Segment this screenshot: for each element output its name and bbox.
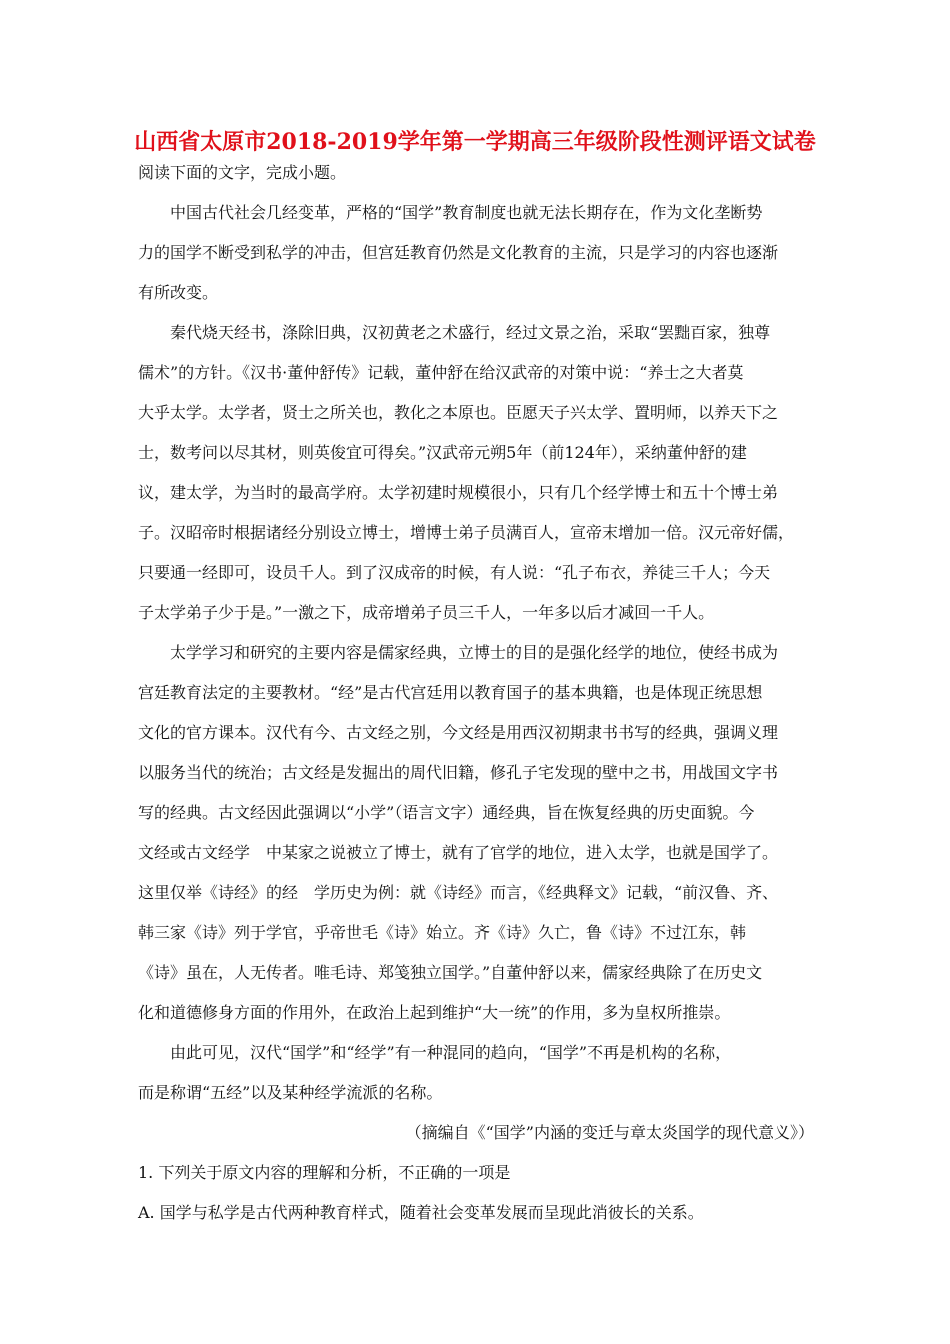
passage-line: 中国古代社会几经变革，严格的“国学”教育制度也就无法长期存在，作为文化垄断势: [138, 203, 763, 222]
passage-line: 宫廷教育法定的主要教材。“经”是古代宫廷用以教育国子的基本典籍，也是体现正统思想: [138, 683, 763, 702]
document-title: 山西省太原市2018-2019学年第一学期高三年级阶段性测评语文试卷: [134, 129, 816, 155]
option-a: A. 国学与私学是古代两种教育样式，随着社会变革发展而呈现此消彼长的关系。: [138, 1203, 704, 1222]
passage-line: 文化的官方课本。汉代有今、古文经之别，今文经是用西汉初期隶书书写的经典，强调义理: [138, 723, 779, 742]
passage-line: 文经或古文经学 中某家之说被立了博士，就有了官学的地位，进入太学，也就是国学了。: [138, 843, 779, 862]
passage-line: 士，数考问以尽其材，则英俊宜可得矣。”汉武帝元朔5年（前124年），采纳董仲舒的建: [138, 443, 747, 462]
passage-line: 儒术”的方针。《汉书·董仲舒传》记载，董仲舒在给汉武帝的对策中说：“养士之大者莫: [138, 363, 744, 382]
reading-passage: [138, 153, 814, 1233]
question-1: 1. 下列关于原文内容的理解和分析，不正确的一项是: [138, 1163, 511, 1182]
passage-line: 而是称谓“五经”以及某种经学流派的名称。: [138, 1083, 443, 1102]
passage-line: 写的经典。古文经因此强调以“小学”（语言文字）通经典，旨在恢复经典的历史面貌。今: [138, 803, 755, 822]
passage-line: 以服务当代的统治；古文经是发掘出的周代旧籍，修孔子宅发现的壁中之书，用战国文字书: [138, 763, 779, 782]
passage-line: 只要通一经即可，设员千人。到了汉成帝的时候，有人说：“孔子布衣，养徒三千人；今天: [138, 563, 771, 582]
passage-line: 大乎太学。太学者，贤士之所关也，教化之本原也。臣愿天子兴太学、置明师，以养天下之: [138, 403, 779, 422]
passage-line: 议，建太学，为当时的最高学府。太学初建时规模很小，只有几个经学博士和五十个博士弟: [138, 483, 779, 502]
passage-line: 子。汉昭帝时根据诸经分别设立博士，增博士弟子员满百人，宣帝末增加一倍。汉元帝好儒，: [138, 523, 795, 542]
passage-line: 化和道德修身方面的作用外，在政治上起到维护“大一统”的作用，多为皇权所推崇。: [138, 1003, 731, 1022]
passage-line: 这里仅举《诗经》的经 学历史为例：就《诗经》而言，《经典释文》记载，“前汉鲁、齐、: [138, 883, 779, 902]
intro-instruction: 阅读下面的文字，完成小题。: [138, 163, 347, 182]
passage-line: 力的国学不断受到私学的冲击，但宫廷教育仍然是文化教育的主流，只是学习的内容也逐渐: [138, 243, 779, 262]
passage-line: 太学学习和研究的主要内容是儒家经典，立博士的目的是强化经学的地位，使经书成为: [138, 643, 779, 662]
passage-line: 由此可见，汉代“国学”和“经学”有一种混同的趋向，“国学”不再是机构的名称，: [138, 1043, 732, 1062]
source-citation: （摘编自《“国学”内涵的变迁与章太炎国学的现代意义》）: [405, 1123, 814, 1142]
passage-line: 秦代烧天经书，涤除旧典，汉初黄老之术盛行，经过文景之治，采取“罢黜百家，独尊: [138, 323, 771, 342]
passage-line: 子太学弟子少于是。”一激之下，成帝增弟子员三千人，一年多以后才减回一千人。: [138, 603, 715, 622]
passage-line: 韩三家《诗》列于学官，乎帝世毛《诗》始立。齐《诗》久亡，鲁《诗》不过江东，韩: [138, 923, 747, 942]
passage-line: 有所改变。: [138, 283, 219, 302]
passage-line: 《诗》虽在，人无传者。唯毛诗、郑笺独立国学。”自董仲舒以来，儒家经典除了在历史文: [138, 963, 763, 982]
